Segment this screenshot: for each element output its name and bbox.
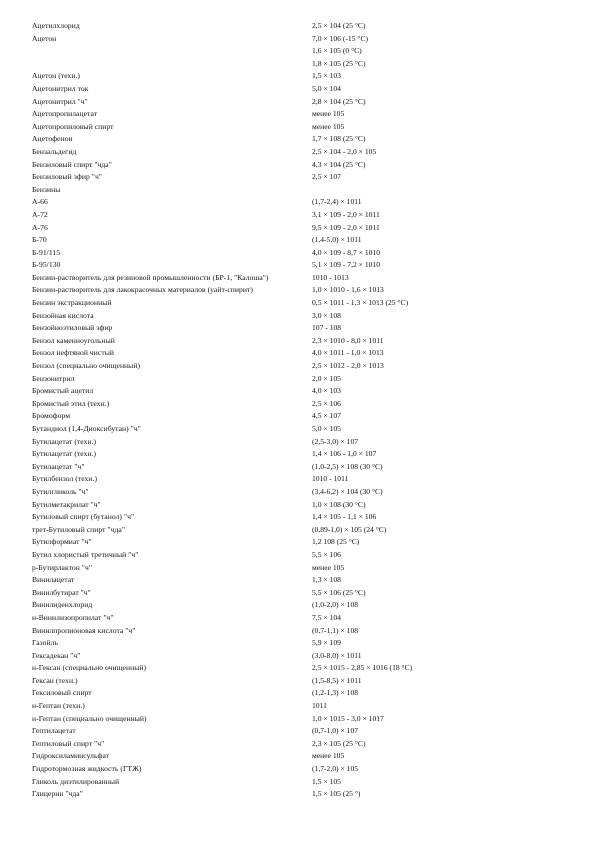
table-row: [32, 360, 580, 373]
substance-name: Бутилацетат (техн.): [32, 436, 97, 446]
resistivity-value: 4,3 × 104 (25 °C): [312, 159, 366, 169]
substance-name: Бромистый этил (техн.): [32, 398, 110, 408]
substance-name: Б-91/115: [32, 247, 61, 257]
resistivity-value: 1,0 × 1015 - 3,0 × 1017: [312, 713, 384, 723]
resistivity-value: (0,7-1,0) × 107: [312, 726, 359, 736]
resistivity-value: 2,5 × 107: [312, 172, 341, 182]
table-row: [32, 121, 580, 134]
substance-name: Винилацетат: [32, 575, 75, 585]
substance-name: н-Винилизопропилат "ч": [32, 612, 114, 622]
resistivity-value: 3,0 × 108: [312, 310, 341, 320]
resistivity-value: 9,5 × 109 - 2,0 × 1011: [312, 222, 380, 232]
substance-name: Гидроксиламинсульфат: [32, 751, 110, 761]
table-row: [32, 637, 580, 650]
table-row: [32, 284, 580, 297]
resistivity-value: 2,0 × 105: [312, 373, 341, 383]
substance-name: трет-Бутиловый спирт "чда": [32, 524, 125, 534]
table-row: [32, 687, 580, 700]
resistivity-value: (3,0-8,0) × 1011: [312, 650, 362, 660]
substance-name: [32, 45, 312, 58]
resistivity-value: 1,8 × 105 (25 °C): [312, 58, 366, 68]
table-row: [32, 461, 580, 474]
substance-name: Бензиловый эфир "ч": [32, 172, 102, 182]
table-row: [32, 171, 580, 184]
resistivity-value: 3,1 × 109 - 2,0 × 1011: [312, 209, 380, 219]
substance-name: Ацетопропиловый спирт: [32, 121, 114, 131]
table-row: [32, 33, 580, 46]
table-row: [32, 700, 580, 713]
resistivity-value: 2,5 × 104 - 2,0 × 105: [312, 146, 377, 156]
properties-table: [32, 20, 580, 801]
resistivity-value: 1010 - 1011: [312, 474, 349, 484]
table-row: [32, 247, 580, 260]
table-row: [32, 750, 580, 763]
substance-name: Газойль: [32, 638, 58, 648]
resistivity-value: 2,3 × 1010 - 8,0 × 1011: [312, 335, 384, 345]
table-row: [32, 499, 580, 512]
substance-name: Бутилметакрилат "ч": [32, 499, 101, 509]
table-row: [32, 385, 580, 398]
substance-name: Винилиденхлорид: [32, 600, 93, 610]
substance-name: [32, 58, 312, 71]
resistivity-value: (2,5-3,0) × 107: [312, 436, 359, 446]
substance-name: Бутилбензол (техн.): [32, 474, 98, 484]
table-row: [32, 159, 580, 172]
resistivity-value: [312, 184, 580, 197]
substance-name: р-Бутирлактон "ч": [32, 562, 92, 572]
substance-name: Бромистый ацетил: [32, 386, 94, 396]
table-row: [32, 83, 580, 96]
substance-name: Бутиловый спирт (бутанол) "ч": [32, 512, 135, 522]
substance-name: Гексадекан "ч": [32, 650, 81, 660]
substance-name: Бензин-растворитель для лакокрасочных материалов (уайт-спирит): [32, 285, 253, 295]
table-row: [32, 725, 580, 738]
resistivity-value: 1,5 × 105: [312, 776, 341, 786]
resistivity-value: 1,7 × 108 (25 °C): [312, 134, 366, 144]
table-row: [32, 410, 580, 423]
table-row: [32, 373, 580, 386]
resistivity-value: 1,4 × 105 - 1,1 × 106: [312, 512, 377, 522]
substance-name: Бензойная кислота: [32, 310, 94, 320]
table-row: [32, 322, 580, 335]
table-row: [32, 436, 580, 449]
table-row: [32, 45, 580, 58]
resistivity-value: 5,5 × 106 (25 °C): [312, 587, 366, 597]
substance-name: Бензонитрил: [32, 373, 75, 383]
resistivity-value: 5,0 × 105: [312, 424, 341, 433]
substance-name: Гидротормозная жидкость (ГТЖ): [32, 764, 142, 774]
substance-name: Бензойноэтиловый эфир: [32, 323, 113, 333]
resistivity-value: (1,0-2,5) × 108 (30 °C): [312, 461, 383, 471]
substance-name: Ацетопропилацетат: [32, 109, 98, 119]
table-row: [32, 234, 580, 247]
table-row: [32, 486, 580, 499]
substance-name: Ацетонитрил "ч": [32, 96, 88, 106]
resistivity-value: 5,0 × 104: [312, 83, 341, 93]
substance-name: Винилпропионовая кислота "ч": [32, 625, 136, 635]
resistivity-value: (0,7-1,1) × 108: [312, 625, 359, 635]
resistivity-value: 4,5 × 107: [312, 411, 341, 421]
resistivity-value: 1,0 × 108 (30 °C): [312, 499, 366, 509]
substance-name: Бензины: [32, 184, 61, 194]
table-row: [32, 133, 580, 146]
table-row: [32, 259, 580, 272]
table-row: [32, 662, 580, 675]
substance-name: Бутилформиат "ч": [32, 537, 92, 547]
table-row: [32, 209, 580, 222]
resistivity-value: (1,2-1,3) × 108: [312, 688, 359, 698]
substance-name: Бензиловый спирт "чда": [32, 159, 112, 169]
resistivity-value: 5,9 × 109: [312, 638, 341, 648]
table-row: [32, 788, 580, 801]
resistivity-value: 5,5 × 106: [312, 549, 341, 559]
substance-name: Ацетилхлорид: [32, 21, 80, 30]
table-row: [32, 70, 580, 83]
table-row: [32, 347, 580, 360]
substance-name: Ацетон: [32, 33, 57, 43]
substance-name: н-Гептан (техн.): [32, 701, 85, 711]
resistivity-value: 4,0 × 1011 - 1,0 × 1013: [312, 348, 384, 358]
resistivity-value: 1011: [312, 701, 327, 711]
resistivity-value: 1,0 × 1010 - 1,6 × 1013: [312, 285, 384, 295]
substance-name: Б-95/130: [32, 260, 61, 270]
table-row: [32, 675, 580, 688]
table-row: [32, 776, 580, 789]
resistivity-value: 1,3 × 108: [312, 575, 341, 585]
table-row: [32, 650, 580, 663]
resistivity-value: (3,4-6,2) × 104 (30 °C): [312, 486, 383, 496]
substance-name: Бутандиол (1,4-Диоксибутан) "ч": [32, 424, 141, 433]
substance-name: Гептиловый спирт "ч": [32, 738, 105, 748]
resistivity-value: 2,8 × 104 (25 °C): [312, 96, 366, 106]
resistivity-value: (1,7-2,0) × 105: [312, 764, 359, 774]
substance-name: Бензол каменноугольный: [32, 335, 115, 345]
table-row: [32, 738, 580, 751]
resistivity-value: 1,4 × 106 - 1,0 × 107: [312, 449, 377, 459]
resistivity-value: менее 105: [312, 121, 345, 131]
resistivity-value: 1,2 108 (25 °C): [312, 537, 360, 547]
substance-name: Бутилгликоль "ч": [32, 486, 89, 496]
substance-name: Гексан (техн.): [32, 675, 78, 685]
substance-name: Гептилацетат: [32, 726, 76, 736]
resistivity-value: менее 105: [312, 751, 345, 761]
substance-name: Гликоль диэтилированный: [32, 776, 120, 786]
table-row: [32, 524, 580, 537]
resistivity-value: (1,4-5,0) × 1011: [312, 235, 362, 245]
resistivity-value: (1,7-2,4) × 1011: [312, 197, 362, 207]
substance-name: н-Гексан (специально очищенный): [32, 663, 147, 673]
table-row: [32, 587, 580, 600]
substance-name: Ацетофенон: [32, 134, 73, 144]
table-row: [32, 713, 580, 726]
substance-name: А-72: [32, 209, 48, 219]
substance-name: Бутил хлористый третичный "ч": [32, 549, 139, 559]
resistivity-value: 4,0 × 109 - 8,7 × 1010: [312, 247, 381, 257]
table-row: [32, 108, 580, 121]
table-row: [32, 196, 580, 209]
resistivity-value: 1,6 × 105 (0 °C): [312, 46, 362, 56]
table-row: [32, 574, 580, 587]
table-row: [32, 536, 580, 549]
resistivity-value: 2,3 × 105 (25 °C): [312, 738, 366, 748]
substance-name: Винилбутират "ч": [32, 587, 91, 597]
substance-name: Б-70: [32, 235, 47, 245]
substance-name: Бензин-растворитель для резиновой промышленности (БР-1, "Калоша"): [32, 272, 269, 282]
resistivity-value: 0,5 × 1011 - 1,3 × 1013 (25 °C): [312, 298, 409, 308]
substance-name: Бромоформ: [32, 411, 71, 421]
substance-name: Ацетонитрил ток: [32, 83, 89, 93]
substance-name: А-66: [32, 197, 48, 207]
substance-name: н-Гептан (специально очищенный): [32, 713, 147, 723]
resistivity-value: 2,5 × 104 (25 °C): [312, 21, 366, 30]
table-row: [32, 423, 580, 436]
substance-name: А-76: [32, 222, 48, 232]
table-row: [32, 562, 580, 575]
table-row: [32, 58, 580, 71]
table-row: [32, 297, 580, 310]
resistivity-value: (1,0-2,0) × 108: [312, 600, 359, 610]
table-row: [32, 763, 580, 776]
resistivity-value: 2,5 × 1015 - 2,85 × 1016 (18 °C): [312, 663, 413, 673]
substance-name: Гексиловый спирт: [32, 688, 92, 698]
resistivity-value: менее 105: [312, 109, 345, 119]
table-row: [32, 96, 580, 109]
resistivity-value: 2,5 × 1012 - 2,0 × 1013: [312, 361, 384, 371]
table-row: [32, 549, 580, 562]
table-row: [32, 625, 580, 638]
resistivity-value: 5,1 × 109 - 7,2 × 1010: [312, 260, 381, 270]
substance-name: Бутилацетат "ч": [32, 461, 85, 471]
resistivity-value: 1,5 × 103: [312, 71, 341, 81]
resistivity-value: 4,0 × 103: [312, 386, 341, 396]
table-row: [32, 310, 580, 323]
table-row: [32, 184, 580, 197]
resistivity-value: 1010 - 1013: [312, 272, 349, 282]
substance-name: Бензальдегид: [32, 146, 77, 156]
resistivity-value: 7,0 × 106 (-15 °C): [312, 33, 369, 43]
resistivity-value: 107 - 108: [312, 323, 342, 333]
resistivity-value: 1,5 × 105 (25 °): [312, 789, 361, 799]
table-row: [32, 146, 580, 159]
table-row: [32, 448, 580, 461]
table-row: [32, 612, 580, 625]
substance-name: Бензин экстракционный: [32, 298, 112, 308]
table-row: [32, 20, 580, 33]
table-row: [32, 272, 580, 285]
table-row: [32, 511, 580, 524]
substance-name: Бензол (специально очищенный): [32, 361, 141, 371]
substance-name: Бензол нефтяной чистый: [32, 348, 114, 358]
resistivity-value: 7,5 × 104: [312, 612, 341, 622]
substance-name: Глицерин "чда": [32, 789, 83, 799]
table-row: [32, 398, 580, 411]
resistivity-value: (0,89-1,0) × 105 (24 °C): [312, 524, 387, 534]
substance-name: Ацетон (техн.): [32, 71, 81, 81]
resistivity-value: менее 105: [312, 562, 345, 572]
resistivity-value: (1,5-8,5) × 1011: [312, 675, 362, 685]
table-row: [32, 599, 580, 612]
table-row: [32, 473, 580, 486]
table-row: [32, 335, 580, 348]
table-row: [32, 222, 580, 235]
resistivity-value: 2,5 × 106: [312, 398, 341, 408]
substance-name: Бутилацетат (техн.): [32, 449, 97, 459]
